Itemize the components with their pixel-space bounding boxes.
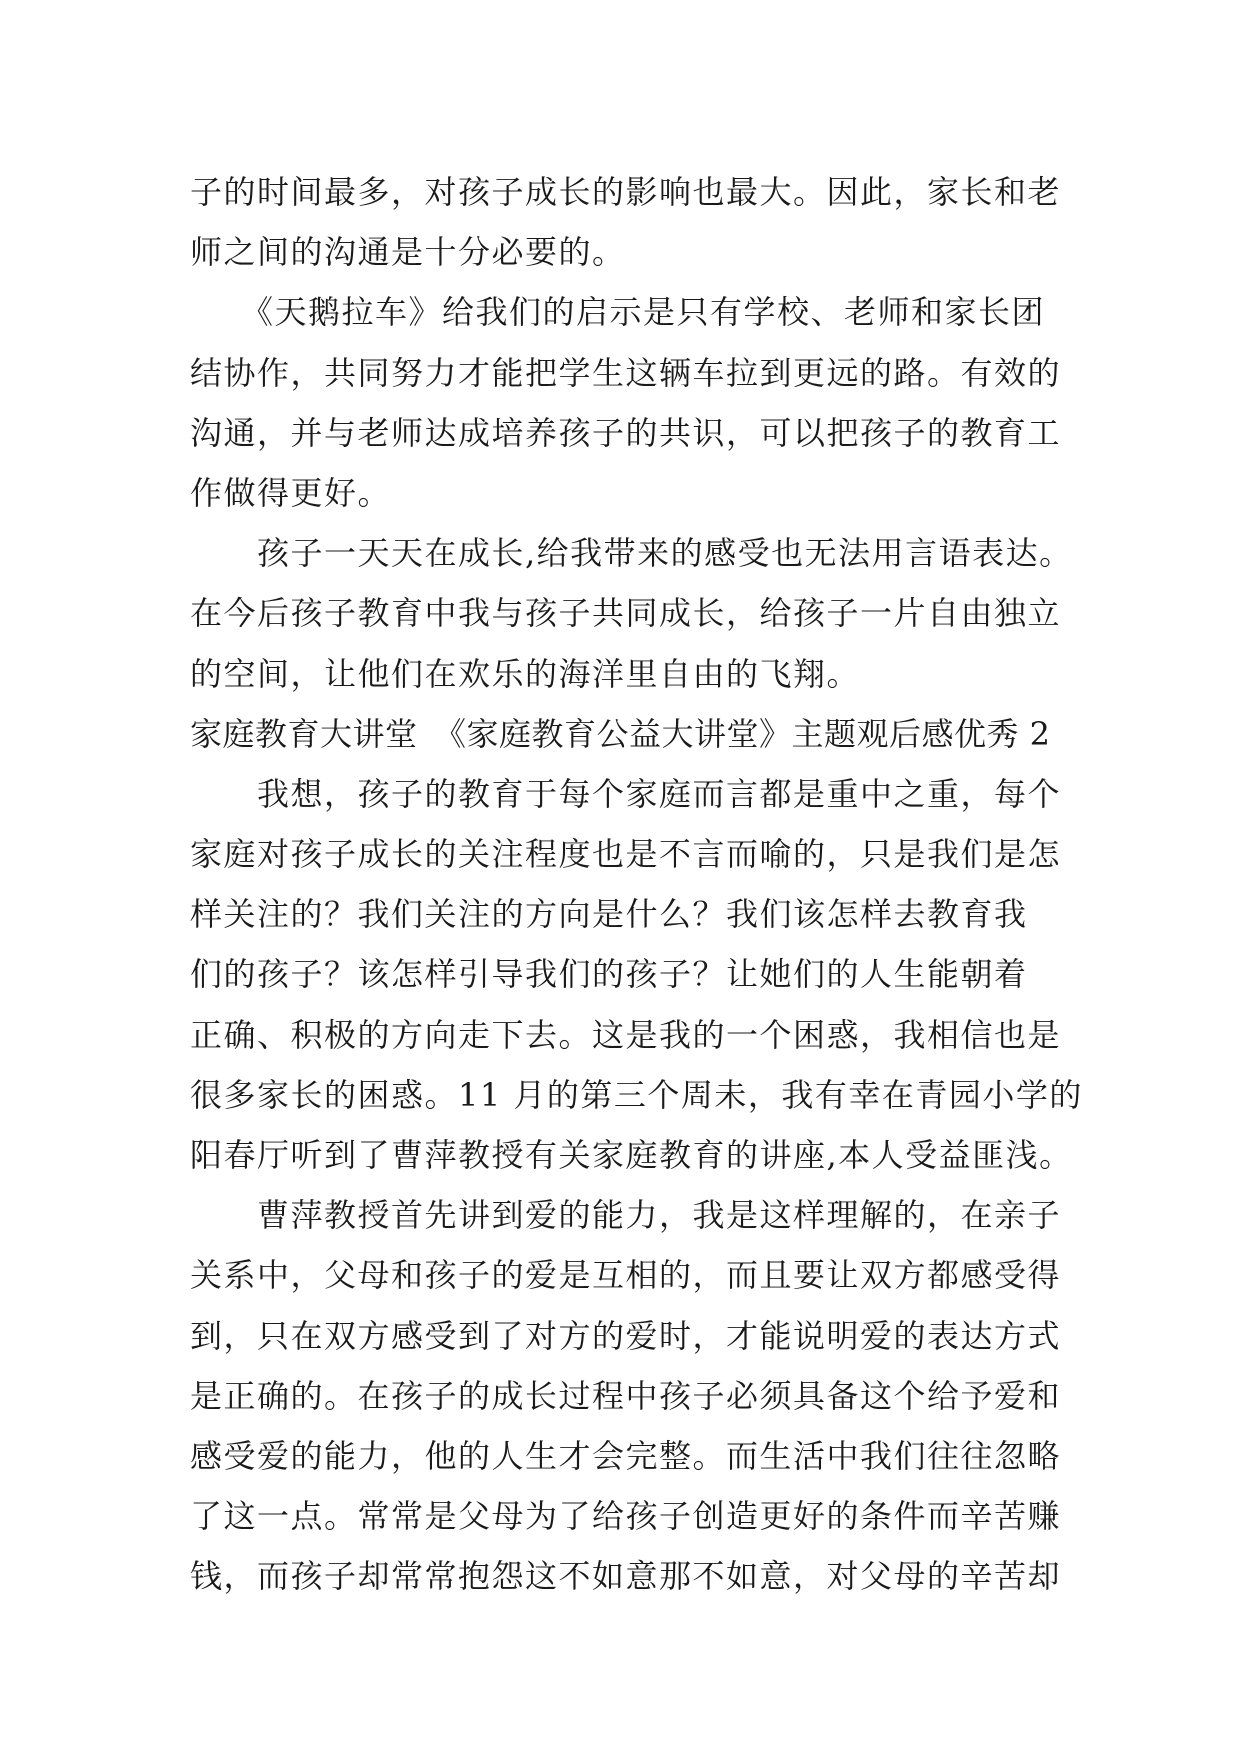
text-line: 是正确的。在孩子的成长过程中孩子必须具备这个给予爱和: [190, 1376, 1062, 1415]
text-line: 到，只在双方感受到了对方的爱时，才能说明爱的表达方式: [190, 1316, 1062, 1355]
section-heading: 家庭教育大讲堂 《家庭教育公益大讲堂》主题观后感优秀 2: [190, 714, 1051, 753]
text-line: 师之间的沟通是十分必要的。: [190, 233, 626, 272]
text-line: 钱，而孩子却常常抱怨这不如意那不如意，对父母的辛苦却: [190, 1557, 1062, 1596]
text-line: 关系中，父母和孩子的爱是互相的，而且要让双方都感受得: [190, 1256, 1062, 1295]
text-line: 样关注的？我们关注的方向是什么？我们该怎样去教育我: [190, 895, 1028, 934]
text-line: 作做得更好。: [190, 473, 392, 512]
text-line: 很多家长的困惑。11 月的第三个周未，我有幸在青园小学的: [190, 1075, 1083, 1114]
text-line: 《天鹅拉车》给我们的启示是只有学校、老师和家长团: [190, 293, 1046, 332]
text-line: 子的时间最多，对孩子成长的影响也最大。因此，家长和老: [190, 173, 1062, 211]
text-line: 结协作，共同努力才能把学生这辆车拉到更远的路。有效的: [190, 353, 1062, 392]
text-line: 感受爱的能力，他的人生才会完整。而生活中我们往往忽略: [190, 1436, 1062, 1475]
text-line: 曹萍教授首先讲到爱的能力，我是这样理解的，在亲子: [190, 1196, 1062, 1235]
text-line: 我想，孩子的教育于每个家庭而言都是重中之重，每个: [190, 774, 1062, 813]
text-line: 们的孩子？该怎样引导我们的孩子？让她们的人生能朝着: [190, 955, 1028, 994]
text-line: 孩子一天天在成长,给我带来的感受也无法用言语表达。: [190, 534, 1073, 573]
text-line: 正确、积极的方向走下去。这是我的一个困惑，我相信也是: [190, 1015, 1062, 1054]
text-line: 沟通，并与老师达成培养孩子的共识，可以把孩子的教育工: [190, 413, 1062, 452]
text-line: 阳春厅听到了曹萍教授有关家庭教育的讲座,本人受益匪浅。: [190, 1136, 1073, 1174]
text-line: 在今后孩子教育中我与孩子共同成长，给孩子一片自由独立: [190, 594, 1062, 633]
text-line: 家庭对孩子成长的关注程度也是不言而喻的，只是我们是怎: [190, 835, 1062, 874]
document-page: [190, 162, 1083, 1607]
text-line: 的空间，让他们在欢乐的海洋里自由的飞翔。: [190, 654, 861, 693]
text-line: 了这一点。常常是父母为了给孩子创造更好的条件而辛苦赚: [190, 1497, 1062, 1536]
